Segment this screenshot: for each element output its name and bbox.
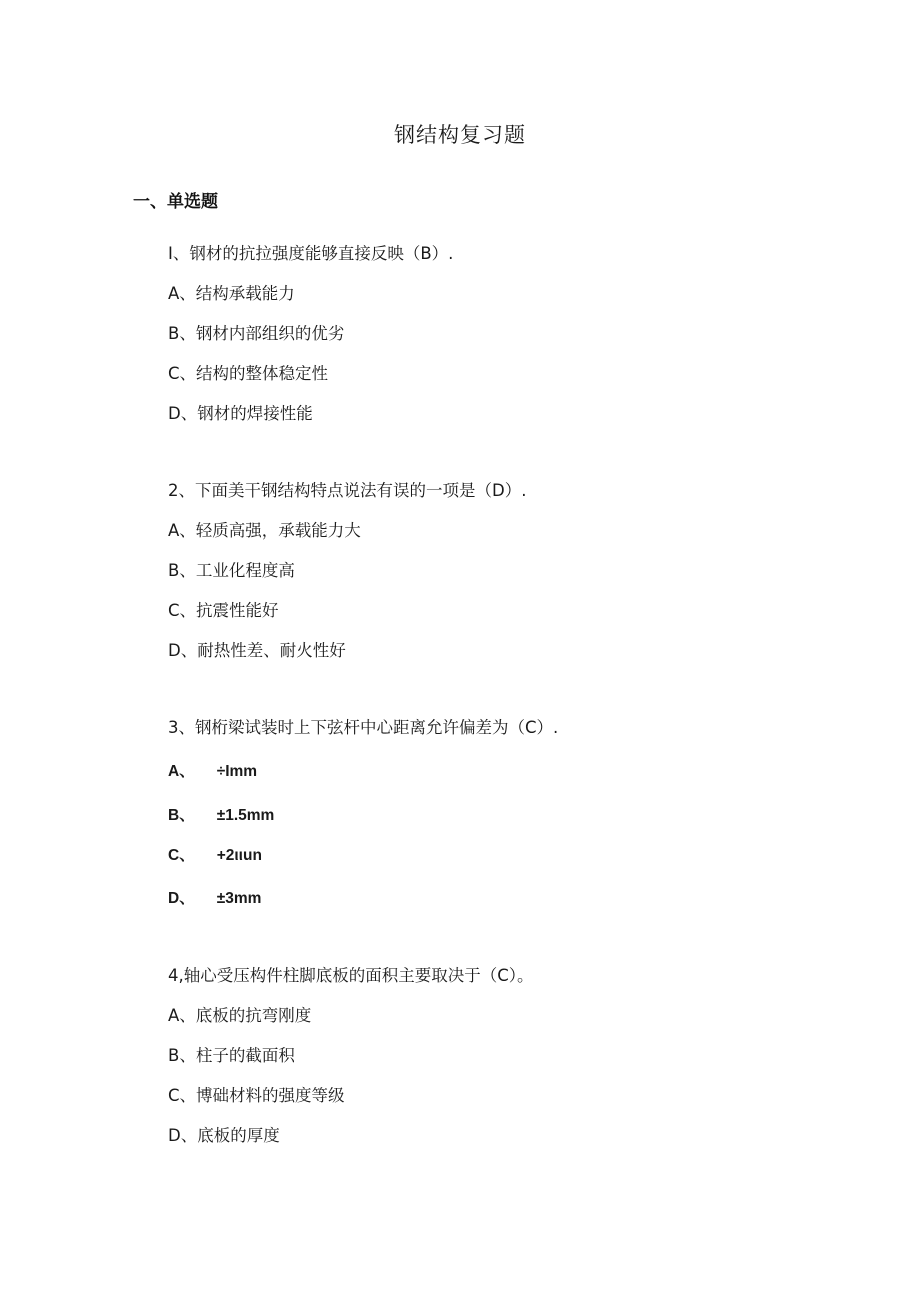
section-heading: 一、单选题 [133,192,218,212]
option-value: ±1.5mm [216,807,275,824]
option-value: ÷Imm [216,763,258,780]
question-3-stem: 3、钢桁梁试装时上下弦杆中心距离允许偏差为（C）. [168,718,559,737]
question-2-option-a: A、轻质高强，承载能力大 [168,521,361,540]
question-3-option-d [168,888,261,910]
question-2-stem: 2、下面美干钢结构特点说法有误的一项是（D）. [168,481,527,500]
question-4-option-b: B、柱子的截面积 [168,1046,295,1065]
option-value: ±3mm [216,890,262,907]
question-2-option-b: B、工业化程度高 [168,561,295,580]
question-2-option-c: C、抗震性能好 [168,601,279,620]
document-title: 钢结构复习题 [394,123,526,147]
question-3-option-c [168,845,262,867]
question-4-stem: 4,轴心受压构件柱脚底板的面积主要取决于（C）。 [168,966,534,985]
question-1-option-b: B、钢材内部组织的优劣 [168,324,345,343]
question-1-option-c: C、结构的整体稳定性 [168,364,329,383]
question-2-option-d: D、耐热性差、耐火性好 [168,641,346,660]
question-4-option-a: A、底板的抗弯刚度 [168,1006,312,1025]
question-1-option-a: A、结构承载能力 [168,284,295,303]
option-letter: D、 [168,890,195,907]
question-1-stem: I、钢材的抗拉强度能够直接反映（B）. [168,244,454,263]
question-4-option-d: D、底板的厚度 [168,1126,280,1145]
question-1-option-d: D、钢材的焊接性能 [168,404,313,423]
option-letter: B、 [168,807,195,824]
question-3-option-a [168,761,257,783]
question-4-option-c: C、博础材料的强度等级 [168,1086,345,1105]
question-3-option-b [168,805,274,827]
option-letter: C、 [168,847,195,864]
option-letter: A、 [168,763,195,780]
option-value: +2ιιun [216,847,262,864]
